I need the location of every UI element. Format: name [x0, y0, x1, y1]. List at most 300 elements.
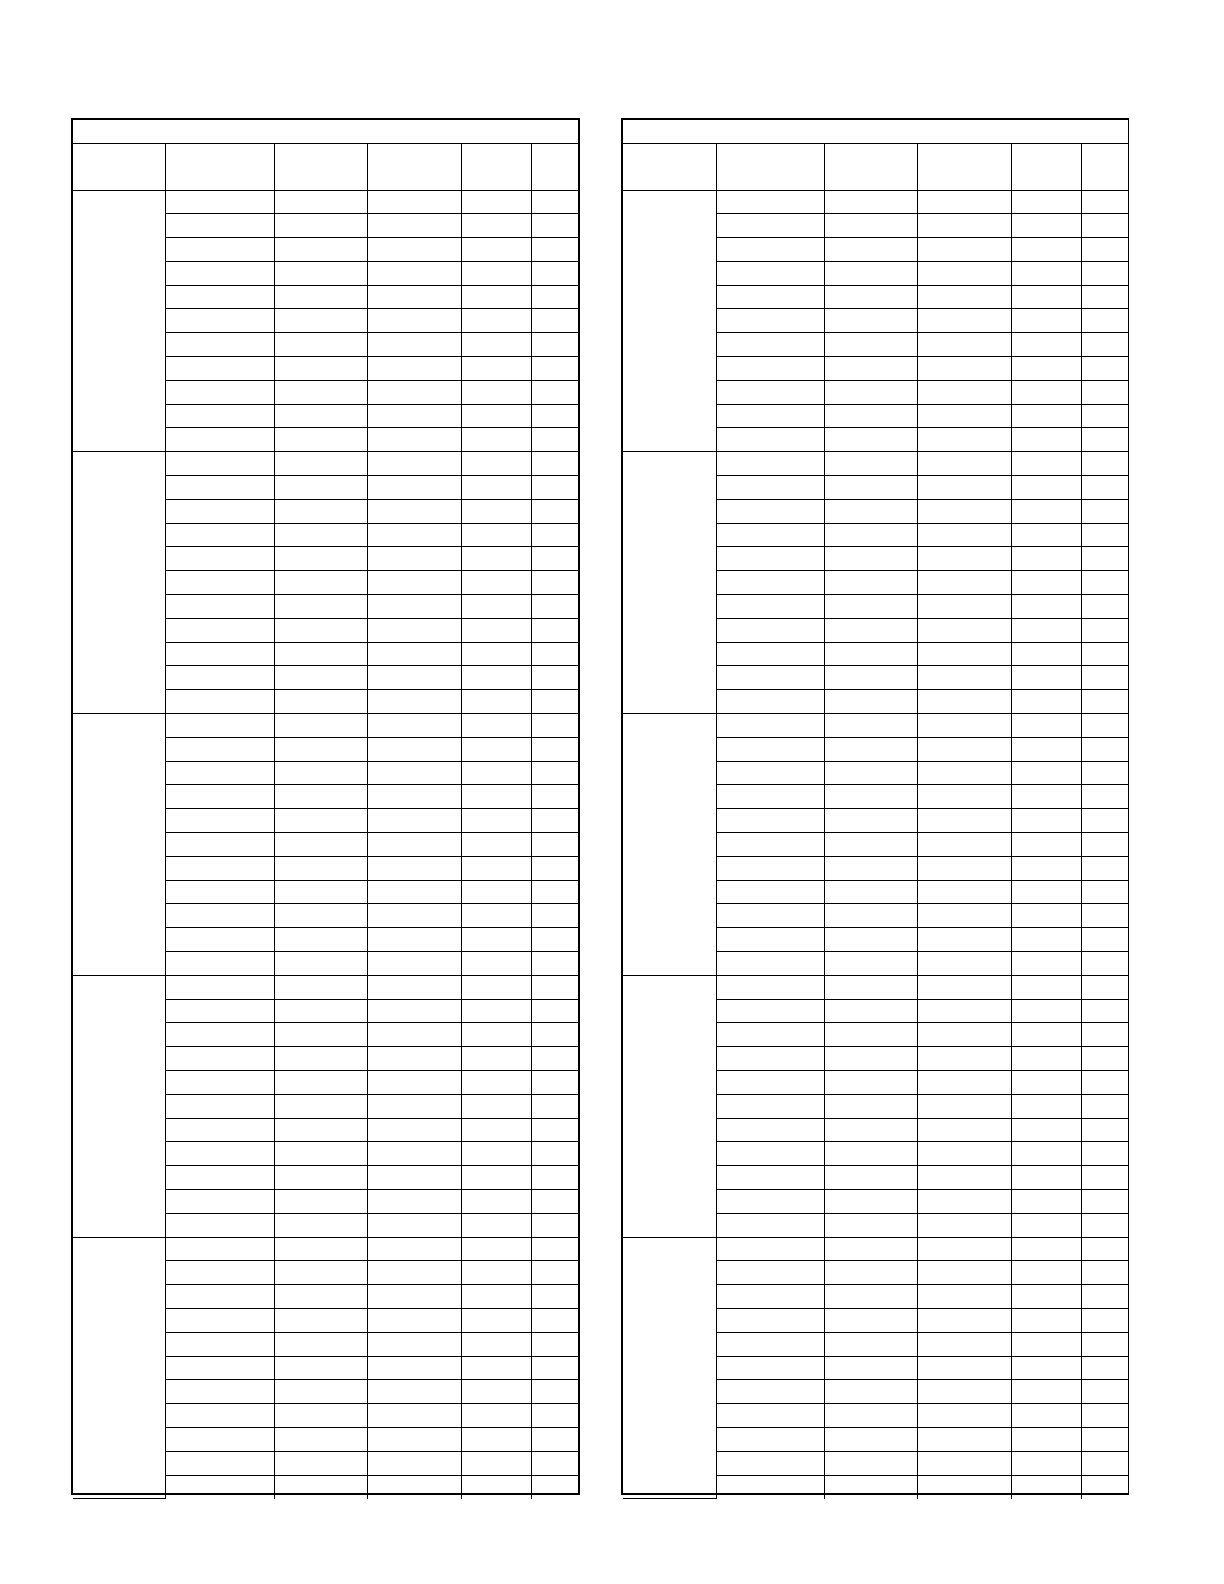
table-cell[interactable] — [716, 380, 824, 404]
table-cell[interactable] — [917, 1475, 1011, 1499]
table-cell[interactable] — [531, 452, 578, 476]
table-cell[interactable] — [1011, 1285, 1081, 1309]
table-cell[interactable] — [1081, 428, 1128, 452]
table-cell[interactable] — [531, 261, 578, 285]
table-cell[interactable] — [917, 476, 1011, 500]
table-cell[interactable] — [461, 214, 531, 238]
table-cell[interactable] — [165, 761, 274, 785]
table-cell[interactable] — [367, 1261, 461, 1285]
table-cell[interactable] — [367, 1118, 461, 1142]
table-cell[interactable] — [461, 404, 531, 428]
table-cell[interactable] — [165, 1142, 274, 1166]
table-cell[interactable] — [824, 690, 917, 714]
table-cell[interactable] — [367, 975, 461, 999]
table-cell[interactable] — [716, 1237, 824, 1261]
table-cell[interactable] — [367, 1332, 461, 1356]
table-cell[interactable] — [274, 1023, 367, 1047]
table-cell[interactable] — [274, 999, 367, 1023]
table-cell[interactable] — [165, 785, 274, 809]
table-cell[interactable] — [165, 523, 274, 547]
table-cell[interactable] — [1011, 1308, 1081, 1332]
table-cell[interactable] — [274, 666, 367, 690]
table-cell[interactable] — [367, 833, 461, 857]
table-cell[interactable] — [1011, 285, 1081, 309]
table-cell[interactable] — [165, 737, 274, 761]
table-cell[interactable] — [917, 1356, 1011, 1380]
table-cell[interactable] — [531, 1285, 578, 1309]
table-cell[interactable] — [824, 499, 917, 523]
table-cell[interactable] — [165, 856, 274, 880]
table-cell[interactable] — [824, 1356, 917, 1380]
table-cell[interactable] — [461, 952, 531, 976]
table-cell[interactable] — [716, 476, 824, 500]
table-cell[interactable] — [716, 1023, 824, 1047]
table-cell[interactable] — [917, 238, 1011, 262]
table-cell[interactable] — [917, 1308, 1011, 1332]
table-cell[interactable] — [824, 452, 917, 476]
table-cell[interactable] — [461, 261, 531, 285]
table-cell[interactable] — [824, 1047, 917, 1071]
table-cell[interactable] — [1081, 952, 1128, 976]
table-cell[interactable] — [461, 1451, 531, 1475]
table-cell[interactable] — [531, 190, 578, 214]
table-cell[interactable] — [531, 975, 578, 999]
table-cell[interactable] — [274, 1356, 367, 1380]
table-cell[interactable] — [1011, 571, 1081, 595]
table-cell[interactable] — [165, 1285, 274, 1309]
table-cell[interactable] — [1011, 1427, 1081, 1451]
table-cell[interactable] — [165, 928, 274, 952]
table-cell[interactable] — [716, 1070, 824, 1094]
table-cell[interactable] — [824, 428, 917, 452]
table-cell[interactable] — [461, 1380, 531, 1404]
table-cell[interactable] — [531, 952, 578, 976]
table-cell[interactable] — [531, 618, 578, 642]
table-cell[interactable] — [274, 1261, 367, 1285]
table-cell[interactable] — [917, 547, 1011, 571]
table-cell[interactable] — [274, 476, 367, 500]
table-cell[interactable] — [274, 928, 367, 952]
table-cell[interactable] — [917, 452, 1011, 476]
table-cell[interactable] — [367, 1356, 461, 1380]
table-cell[interactable] — [274, 261, 367, 285]
table-cell[interactable] — [531, 571, 578, 595]
table-cell[interactable] — [274, 785, 367, 809]
table-cell[interactable] — [274, 1070, 367, 1094]
table-cell[interactable] — [716, 714, 824, 738]
table-cell[interactable] — [1011, 761, 1081, 785]
table-cell[interactable] — [1011, 1070, 1081, 1094]
table-cell[interactable] — [274, 1427, 367, 1451]
table-cell[interactable] — [461, 1475, 531, 1499]
table-cell[interactable] — [165, 476, 274, 500]
table-cell[interactable] — [367, 333, 461, 357]
table-cell[interactable] — [917, 737, 1011, 761]
table-cell[interactable] — [165, 595, 274, 619]
table-cell[interactable] — [716, 261, 824, 285]
table-cell[interactable] — [461, 1023, 531, 1047]
table-cell[interactable] — [1081, 1404, 1128, 1428]
table-cell[interactable] — [1081, 523, 1128, 547]
table-cell[interactable] — [165, 1047, 274, 1071]
table-cell[interactable] — [1011, 547, 1081, 571]
table-cell[interactable] — [274, 809, 367, 833]
table-cell[interactable] — [461, 833, 531, 857]
table-cell[interactable] — [1011, 785, 1081, 809]
table-cell[interactable] — [1011, 999, 1081, 1023]
table-cell[interactable] — [1011, 214, 1081, 238]
table-cell[interactable] — [461, 666, 531, 690]
table-cell[interactable] — [1011, 1189, 1081, 1213]
table-cell[interactable] — [461, 761, 531, 785]
table-cell[interactable] — [367, 404, 461, 428]
table-cell[interactable] — [367, 357, 461, 381]
table-cell[interactable] — [824, 357, 917, 381]
group-label-cell[interactable] — [73, 190, 165, 452]
table-cell[interactable] — [367, 1166, 461, 1190]
table-cell[interactable] — [716, 642, 824, 666]
table-cell[interactable] — [716, 333, 824, 357]
table-cell[interactable] — [531, 523, 578, 547]
table-cell[interactable] — [824, 642, 917, 666]
table-cell[interactable] — [1011, 904, 1081, 928]
table-cell[interactable] — [531, 309, 578, 333]
table-cell[interactable] — [165, 547, 274, 571]
table-cell[interactable] — [274, 714, 367, 738]
table-cell[interactable] — [367, 1427, 461, 1451]
table-cell[interactable] — [917, 1261, 1011, 1285]
table-cell[interactable] — [367, 999, 461, 1023]
table-cell[interactable] — [1081, 833, 1128, 857]
table-cell[interactable] — [461, 523, 531, 547]
table-cell[interactable] — [824, 1308, 917, 1332]
table-cell[interactable] — [274, 380, 367, 404]
table-cell[interactable] — [367, 928, 461, 952]
table-cell[interactable] — [165, 1261, 274, 1285]
table-cell[interactable] — [824, 571, 917, 595]
table-cell[interactable] — [165, 1308, 274, 1332]
table-cell[interactable] — [367, 809, 461, 833]
table-cell[interactable] — [1081, 261, 1128, 285]
table-cell[interactable] — [461, 714, 531, 738]
group-label-cell[interactable] — [623, 452, 716, 714]
table-cell[interactable] — [367, 595, 461, 619]
table-cell[interactable] — [1081, 714, 1128, 738]
table-cell[interactable] — [824, 547, 917, 571]
table-cell[interactable] — [716, 1189, 824, 1213]
table-cell[interactable] — [274, 238, 367, 262]
table-cell[interactable] — [1011, 1142, 1081, 1166]
table-cell[interactable] — [824, 880, 917, 904]
table-cell[interactable] — [917, 618, 1011, 642]
table-cell[interactable] — [367, 523, 461, 547]
table-cell[interactable] — [917, 1332, 1011, 1356]
table-cell[interactable] — [917, 1166, 1011, 1190]
table-cell[interactable] — [824, 1023, 917, 1047]
table-cell[interactable] — [824, 380, 917, 404]
table-cell[interactable] — [1011, 737, 1081, 761]
table-cell[interactable] — [917, 642, 1011, 666]
table-cell[interactable] — [1011, 452, 1081, 476]
table-cell[interactable] — [367, 285, 461, 309]
table-cell[interactable] — [917, 1023, 1011, 1047]
table-cell[interactable] — [165, 1427, 274, 1451]
table-cell[interactable] — [824, 737, 917, 761]
table-cell[interactable] — [716, 571, 824, 595]
table-cell[interactable] — [1081, 285, 1128, 309]
table-cell[interactable] — [531, 404, 578, 428]
table-cell[interactable] — [824, 809, 917, 833]
table-cell[interactable] — [531, 690, 578, 714]
table-cell[interactable] — [1011, 928, 1081, 952]
table-cell[interactable] — [274, 1213, 367, 1237]
table-cell[interactable] — [367, 618, 461, 642]
table-cell[interactable] — [367, 1189, 461, 1213]
table-cell[interactable] — [716, 190, 824, 214]
table-cell[interactable] — [917, 975, 1011, 999]
table-cell[interactable] — [367, 190, 461, 214]
table-cell[interactable] — [531, 547, 578, 571]
table-cell[interactable] — [531, 904, 578, 928]
table-cell[interactable] — [1081, 618, 1128, 642]
table-cell[interactable] — [461, 785, 531, 809]
table-cell[interactable] — [1011, 428, 1081, 452]
table-cell[interactable] — [1081, 809, 1128, 833]
table-cell[interactable] — [461, 309, 531, 333]
table-cell[interactable] — [1081, 1094, 1128, 1118]
table-cell[interactable] — [824, 618, 917, 642]
table-cell[interactable] — [461, 1427, 531, 1451]
table-cell[interactable] — [367, 856, 461, 880]
table-cell[interactable] — [1081, 1475, 1128, 1499]
table-cell[interactable] — [165, 333, 274, 357]
table-cell[interactable] — [1081, 642, 1128, 666]
table-cell[interactable] — [165, 1237, 274, 1261]
table-cell[interactable] — [367, 690, 461, 714]
table-cell[interactable] — [531, 1166, 578, 1190]
table-cell[interactable] — [824, 476, 917, 500]
table-cell[interactable] — [917, 499, 1011, 523]
table-cell[interactable] — [824, 833, 917, 857]
table-cell[interactable] — [824, 666, 917, 690]
table-cell[interactable] — [274, 523, 367, 547]
table-cell[interactable] — [1011, 833, 1081, 857]
table-cell[interactable] — [917, 333, 1011, 357]
table-cell[interactable] — [165, 428, 274, 452]
table-cell[interactable] — [824, 523, 917, 547]
table-cell[interactable] — [824, 785, 917, 809]
table-cell[interactable] — [274, 1380, 367, 1404]
table-cell[interactable] — [1081, 1356, 1128, 1380]
table-cell[interactable] — [824, 595, 917, 619]
table-cell[interactable] — [165, 1475, 274, 1499]
table-cell[interactable] — [716, 595, 824, 619]
table-cell[interactable] — [1011, 1356, 1081, 1380]
table-cell[interactable] — [531, 476, 578, 500]
table-cell[interactable] — [531, 714, 578, 738]
table-cell[interactable] — [367, 1213, 461, 1237]
table-cell[interactable] — [461, 380, 531, 404]
table-cell[interactable] — [531, 1070, 578, 1094]
table-cell[interactable] — [461, 595, 531, 619]
table-cell[interactable] — [531, 999, 578, 1023]
table-cell[interactable] — [461, 499, 531, 523]
table-cell[interactable] — [531, 214, 578, 238]
table-cell[interactable] — [367, 1404, 461, 1428]
table-cell[interactable] — [716, 785, 824, 809]
table-cell[interactable] — [165, 904, 274, 928]
table-cell[interactable] — [165, 880, 274, 904]
table-cell[interactable] — [1081, 1213, 1128, 1237]
table-cell[interactable] — [917, 428, 1011, 452]
table-cell[interactable] — [274, 833, 367, 857]
table-cell[interactable] — [716, 856, 824, 880]
table-cell[interactable] — [716, 737, 824, 761]
table-cell[interactable] — [531, 928, 578, 952]
table-cell[interactable] — [1011, 1047, 1081, 1071]
table-cell[interactable] — [716, 1094, 824, 1118]
table-cell[interactable] — [165, 666, 274, 690]
table-cell[interactable] — [716, 1451, 824, 1475]
table-cell[interactable] — [461, 1237, 531, 1261]
table-cell[interactable] — [1081, 357, 1128, 381]
table-cell[interactable] — [1081, 737, 1128, 761]
table-cell[interactable] — [1011, 642, 1081, 666]
table-cell[interactable] — [824, 856, 917, 880]
table-cell[interactable] — [1081, 238, 1128, 262]
table-cell[interactable] — [461, 357, 531, 381]
table-cell[interactable] — [824, 1118, 917, 1142]
table-cell[interactable] — [1081, 595, 1128, 619]
table-cell[interactable] — [367, 1094, 461, 1118]
table-cell[interactable] — [716, 452, 824, 476]
table-cell[interactable] — [1011, 523, 1081, 547]
table-cell[interactable] — [274, 880, 367, 904]
table-cell[interactable] — [531, 666, 578, 690]
table-cell[interactable] — [824, 285, 917, 309]
table-cell[interactable] — [274, 595, 367, 619]
table-cell[interactable] — [917, 1237, 1011, 1261]
table-cell[interactable] — [824, 1237, 917, 1261]
table-cell[interactable] — [165, 833, 274, 857]
table-cell[interactable] — [461, 1404, 531, 1428]
table-cell[interactable] — [1081, 309, 1128, 333]
table-cell[interactable] — [917, 833, 1011, 857]
table-cell[interactable] — [461, 1189, 531, 1213]
table-cell[interactable] — [165, 571, 274, 595]
table-cell[interactable] — [716, 1118, 824, 1142]
table-cell[interactable] — [461, 571, 531, 595]
table-cell[interactable] — [531, 428, 578, 452]
table-cell[interactable] — [274, 1166, 367, 1190]
table-cell[interactable] — [367, 571, 461, 595]
table-cell[interactable] — [461, 690, 531, 714]
table-cell[interactable] — [274, 285, 367, 309]
table-cell[interactable] — [274, 975, 367, 999]
table-cell[interactable] — [716, 1475, 824, 1499]
table-cell[interactable] — [1011, 809, 1081, 833]
table-cell[interactable] — [1081, 333, 1128, 357]
table-cell[interactable] — [531, 1237, 578, 1261]
table-cell[interactable] — [367, 642, 461, 666]
table-cell[interactable] — [917, 1070, 1011, 1094]
table-cell[interactable] — [274, 1404, 367, 1428]
table-cell[interactable] — [824, 261, 917, 285]
table-cell[interactable] — [165, 214, 274, 238]
group-label-cell[interactable] — [623, 714, 716, 976]
table-cell[interactable] — [461, 428, 531, 452]
table-cell[interactable] — [917, 785, 1011, 809]
table-cell[interactable] — [274, 357, 367, 381]
table-cell[interactable] — [824, 1285, 917, 1309]
table-cell[interactable] — [274, 214, 367, 238]
table-cell[interactable] — [531, 1213, 578, 1237]
group-label-cell[interactable] — [623, 1237, 716, 1499]
table-cell[interactable] — [716, 833, 824, 857]
table-cell[interactable] — [1011, 1451, 1081, 1475]
table-cell[interactable] — [531, 499, 578, 523]
table-cell[interactable] — [367, 761, 461, 785]
table-cell[interactable] — [274, 452, 367, 476]
table-cell[interactable] — [274, 1047, 367, 1071]
table-cell[interactable] — [1081, 1118, 1128, 1142]
table-cell[interactable] — [1081, 1451, 1128, 1475]
table-cell[interactable] — [531, 357, 578, 381]
table-cell[interactable] — [716, 690, 824, 714]
table-cell[interactable] — [367, 1451, 461, 1475]
table-cell[interactable] — [531, 856, 578, 880]
table-cell[interactable] — [824, 1380, 917, 1404]
table-cell[interactable] — [367, 428, 461, 452]
table-cell[interactable] — [165, 499, 274, 523]
table-cell[interactable] — [917, 690, 1011, 714]
table-cell[interactable] — [1081, 999, 1128, 1023]
table-cell[interactable] — [1081, 1285, 1128, 1309]
table-cell[interactable] — [531, 1356, 578, 1380]
table-cell[interactable] — [1011, 856, 1081, 880]
table-cell[interactable] — [367, 952, 461, 976]
table-cell[interactable] — [531, 1189, 578, 1213]
table-cell[interactable] — [274, 404, 367, 428]
table-cell[interactable] — [165, 1332, 274, 1356]
table-cell[interactable] — [531, 1023, 578, 1047]
table-cell[interactable] — [461, 809, 531, 833]
table-cell[interactable] — [824, 1142, 917, 1166]
table-cell[interactable] — [824, 928, 917, 952]
table-cell[interactable] — [716, 1332, 824, 1356]
table-cell[interactable] — [1011, 261, 1081, 285]
table-cell[interactable] — [716, 523, 824, 547]
table-cell[interactable] — [367, 1047, 461, 1071]
table-cell[interactable] — [274, 1285, 367, 1309]
table-cell[interactable] — [917, 309, 1011, 333]
table-cell[interactable] — [824, 1070, 917, 1094]
table-cell[interactable] — [165, 690, 274, 714]
table-cell[interactable] — [824, 999, 917, 1023]
table-cell[interactable] — [1011, 190, 1081, 214]
table-cell[interactable] — [531, 1094, 578, 1118]
table-cell[interactable] — [531, 761, 578, 785]
table-cell[interactable] — [917, 357, 1011, 381]
table-cell[interactable] — [461, 1356, 531, 1380]
table-cell[interactable] — [531, 1142, 578, 1166]
table-cell[interactable] — [917, 1380, 1011, 1404]
table-cell[interactable] — [1081, 1261, 1128, 1285]
table-cell[interactable] — [274, 1118, 367, 1142]
table-cell[interactable] — [367, 666, 461, 690]
table-cell[interactable] — [461, 238, 531, 262]
group-label-cell[interactable] — [73, 452, 165, 714]
